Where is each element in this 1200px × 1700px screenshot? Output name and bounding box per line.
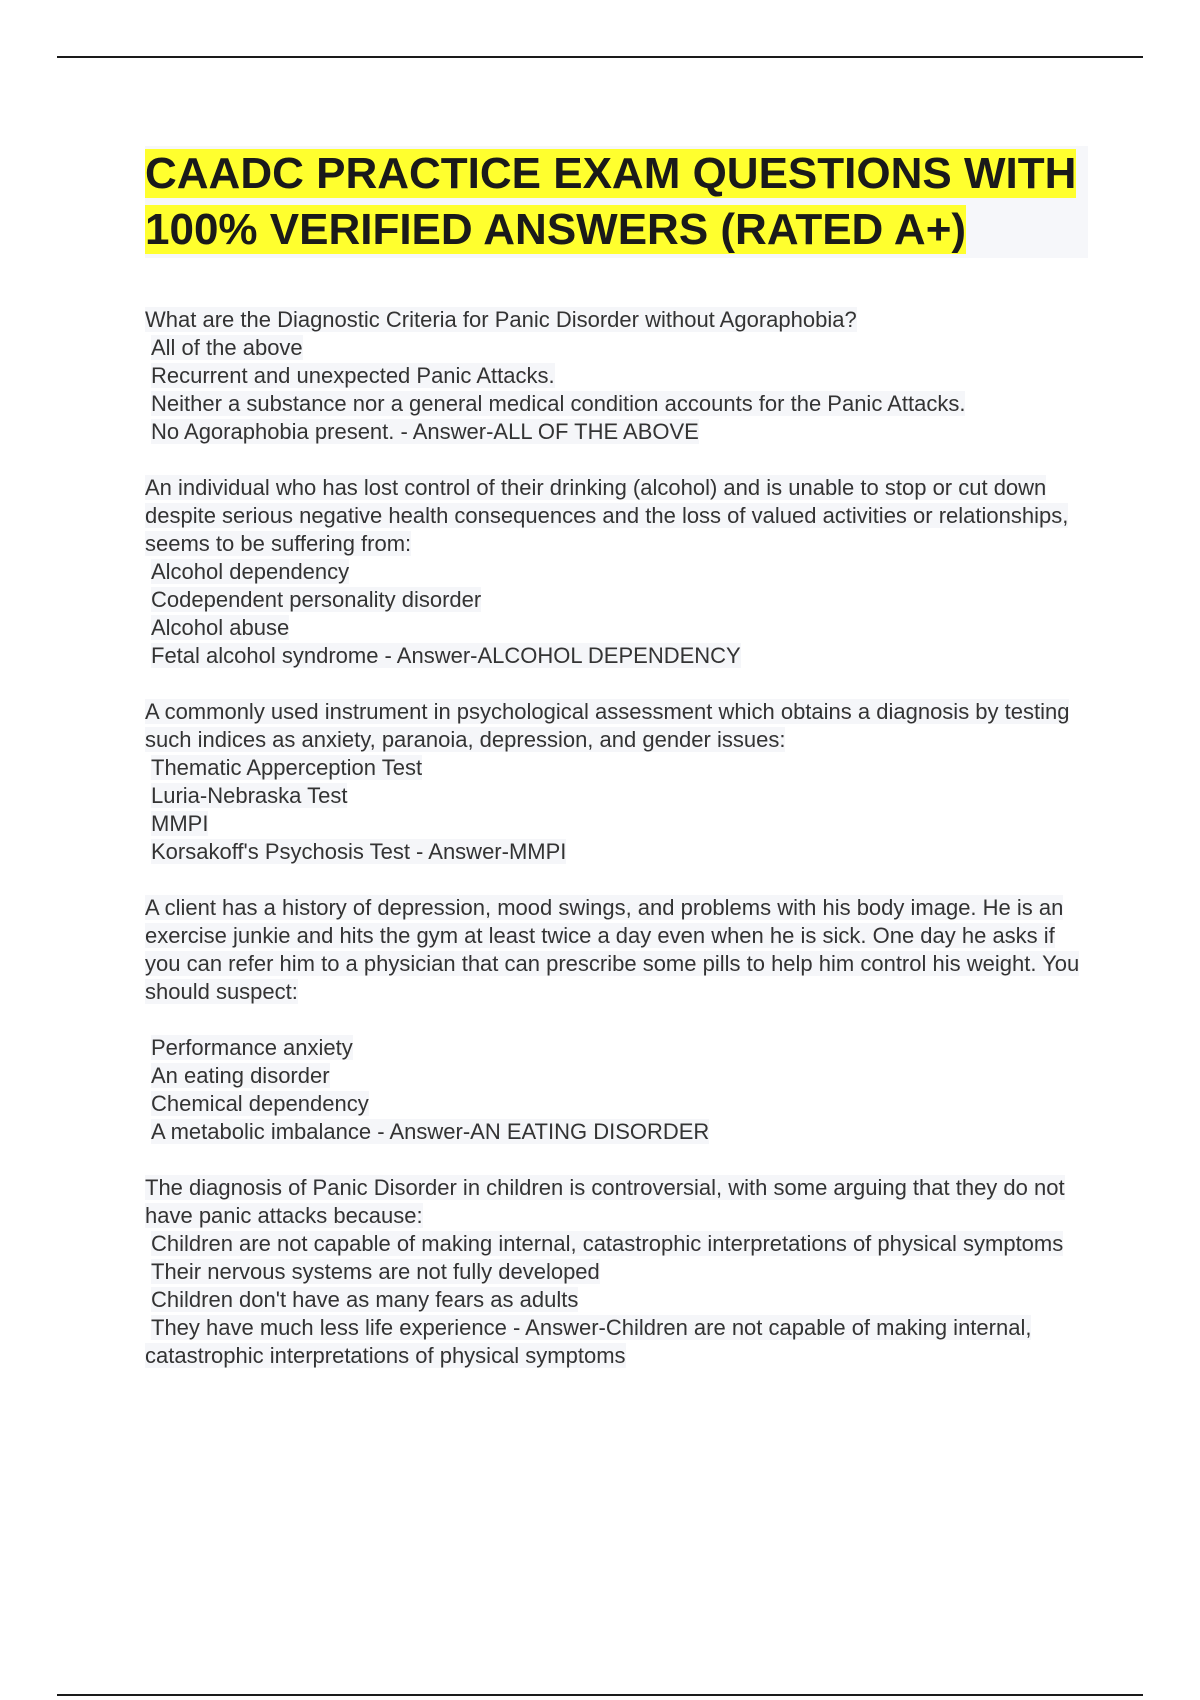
answer-option: Thematic Apperception Test [151, 755, 423, 780]
answer-option-with-answer: They have much less life experience - Answer-Children are not capable of making internal, catastrophic interpretations of physical symptoms [145, 1315, 1032, 1368]
answer-option-with-answer: Korsakoff's Psychosis Test - Answer-MMPI [151, 839, 567, 864]
question-item [145, 894, 1090, 1146]
bottom-rule [57, 1694, 1143, 1696]
answer-option: Recurrent and unexpected Panic Attacks. [151, 363, 555, 388]
question-stem: An individual who has lost control of their drinking (alcohol) and is unable to stop or cut down despite serious negative health consequences and the loss of valued activities or relationships, seems to be suffering from: [145, 475, 1069, 556]
answer-option: Alcohol abuse [151, 615, 290, 640]
top-rule [57, 56, 1143, 58]
answer-option: Chemical dependency [151, 1091, 369, 1116]
answer-option: Their nervous systems are not fully developed [151, 1259, 600, 1284]
answer-option-with-answer: No Agoraphobia present. - Answer-ALL OF THE ABOVE [151, 419, 699, 444]
question-stem: A commonly used instrument in psychological assessment which obtains a diagnosis by testing such indices as anxiety, paranoia, depression, and gender issues: [145, 699, 1070, 752]
question-item [145, 698, 1090, 866]
answer-option: Neither a substance nor a general medical condition accounts for the Panic Attacks. [151, 391, 966, 416]
question-list [145, 306, 1090, 1370]
blank-line [145, 1006, 1090, 1034]
question-item [145, 306, 1090, 446]
question-item [145, 1174, 1090, 1370]
answer-option-with-answer: A metabolic imbalance - Answer-AN EATING DISORDER [151, 1119, 710, 1144]
title-block [145, 146, 1088, 258]
answer-option: Children are not capable of making internal, catastrophic interpretations of physical symptoms [151, 1231, 1064, 1256]
document-body [145, 146, 1090, 1398]
question-stem: The diagnosis of Panic Disorder in children is controversial, with some arguing that they do not have panic attacks because: [145, 1175, 1065, 1228]
answer-option: Performance anxiety [151, 1035, 353, 1060]
question-item [145, 474, 1090, 670]
answer-option: An eating disorder [151, 1063, 330, 1088]
answer-option: All of the above [151, 335, 303, 360]
question-stem: What are the Diagnostic Criteria for Panic Disorder without Agoraphobia? [145, 307, 857, 332]
answer-option: Alcohol dependency [151, 559, 350, 584]
answer-option: Children don't have as many fears as adults [151, 1287, 579, 1312]
document-title [145, 146, 1088, 258]
answer-option: Luria-Nebraska Test [151, 783, 348, 808]
question-stem: A client has a history of depression, mood swings, and problems with his body image. He is an exercise junkie and hits the gym at least twice a day even when he is sick. One day he asks if you can refer him to a physician that can prescribe some pills to help him control his weight. You should suspect: [145, 895, 1080, 1004]
answer-option-with-answer: Fetal alcohol syndrome - Answer-ALCOHOL DEPENDENCY [151, 643, 741, 668]
document-title-text: CAADC PRACTICE EXAM QUESTIONS WITH 100% VERIFIED ANSWERS (RATED A+) [145, 149, 1077, 254]
answer-option: MMPI [151, 811, 209, 836]
answer-option: Codependent personality disorder [151, 587, 482, 612]
